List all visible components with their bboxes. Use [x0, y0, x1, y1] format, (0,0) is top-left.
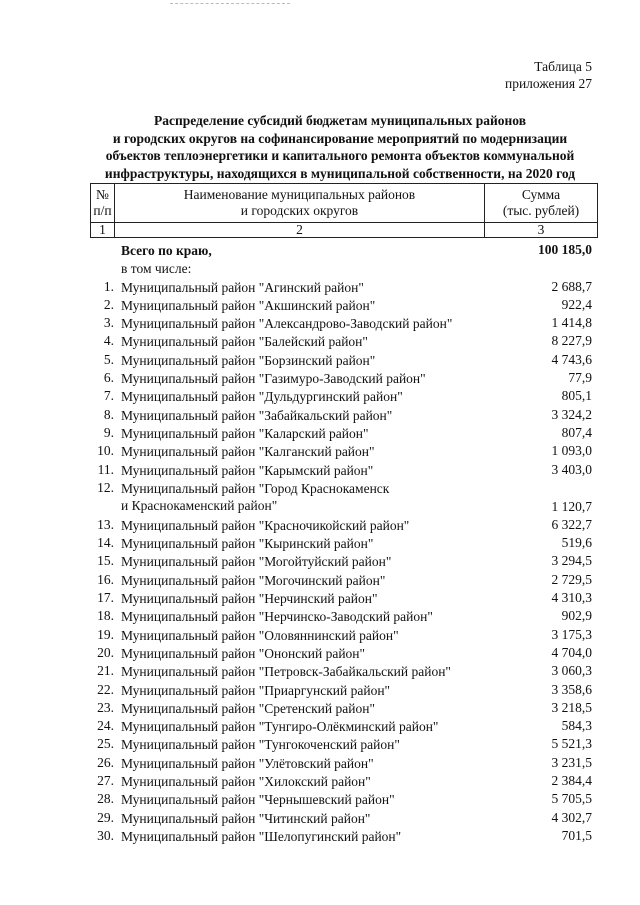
- district-name: Муниципальный район "Красночикойский район": [121, 517, 410, 533]
- district-name: Муниципальный район "Могойтуйский район": [121, 554, 392, 570]
- header-number-label: №: [96, 187, 109, 202]
- table-row: [0, 626, 640, 644]
- document-title: [80, 112, 600, 182]
- table-row: [0, 589, 640, 607]
- subsidy-amount: 3 175,3: [551, 626, 592, 642]
- title-line-2: и городских округов на софинансирование мероприятий по модернизации: [112, 130, 568, 146]
- subsidy-amount: 519,6: [561, 535, 592, 551]
- header-name-sublabel: и городских округов: [240, 203, 359, 218]
- table-row: [0, 699, 640, 717]
- row-number: 13.: [97, 516, 114, 532]
- table-row: [0, 406, 640, 424]
- total-label: Всего по краю,: [121, 243, 212, 258]
- district-name: Муниципальный район "Приаргунский район": [121, 682, 391, 698]
- row-number: 28.: [97, 791, 114, 807]
- subsidy-amount: 3 060,3: [551, 663, 592, 679]
- district-name: Муниципальный район "Газимуро-Заводский район": [121, 371, 426, 387]
- row-number: 6.: [103, 370, 114, 386]
- header-sum-label: Сумма: [521, 187, 561, 202]
- title-line-1: Распределение субсидий бюджетам муниципальных районов: [153, 113, 527, 128]
- district-name: Муниципальный район "Тунгиро-Олёкминский район": [121, 719, 439, 735]
- column-index-2: 2: [115, 223, 485, 238]
- table-row: [0, 369, 640, 387]
- table-row: [0, 790, 640, 808]
- table-row: [0, 516, 640, 534]
- district-name: Муниципальный район "Сретенский район": [121, 700, 375, 716]
- subsidy-amount: 4 704,0: [551, 644, 592, 660]
- table-row: [0, 644, 640, 662]
- district-name: Муниципальный район "Улётовский район": [121, 755, 374, 771]
- district-name: Муниципальный район "Карымский район": [121, 462, 374, 478]
- header-sum-sublabel: (тыс. рублей): [502, 203, 580, 218]
- district-name: Муниципальный район "Читинский район": [121, 810, 371, 826]
- district-name: Муниципальный район "Александрово-Заводский район": [121, 316, 453, 332]
- header-name-column: [115, 184, 485, 223]
- table-row: [0, 735, 640, 753]
- row-number: 21.: [97, 663, 114, 679]
- subsidy-amount: 3 324,2: [551, 406, 592, 422]
- row-number: 10.: [97, 443, 114, 459]
- district-name: Муниципальный район "Петровск-Забайкальский район": [121, 664, 451, 680]
- table-row: [0, 552, 640, 570]
- subsidy-amount: 4 310,3: [551, 590, 592, 606]
- subsidy-amount: 701,5: [561, 827, 592, 843]
- scan-artifact-line: [170, 3, 290, 5]
- row-number: 17.: [97, 590, 114, 606]
- subsidy-amount: 3 403,0: [551, 461, 592, 477]
- row-number: 9.: [103, 424, 114, 440]
- table-row: [0, 534, 640, 552]
- total-value: 100 185,0: [538, 242, 592, 257]
- header-number-column: [91, 184, 115, 223]
- table-row: [0, 461, 640, 479]
- subsidy-amount: 2 384,4: [551, 773, 592, 789]
- district-name: Муниципальный район "Шелопугинский район": [121, 828, 402, 844]
- subsidy-amount: 8 227,9: [551, 333, 592, 349]
- row-number: 27.: [97, 773, 114, 789]
- subsidy-amount: 2 729,5: [551, 571, 592, 587]
- row-number: 16.: [97, 571, 114, 587]
- table-header: [90, 183, 598, 238]
- district-name: Муниципальный район "Могочинский район": [121, 572, 386, 588]
- table-row: [0, 387, 640, 405]
- subsidy-amount: 584,3: [561, 718, 592, 734]
- subsidy-amount: 6 322,7: [551, 516, 592, 532]
- column-index-3: 3: [485, 223, 598, 238]
- district-name: Муниципальный район "Нерчинско-Заводский район": [121, 609, 433, 625]
- subsidy-amount: 807,4: [561, 424, 592, 440]
- subsidy-amount: 805,1: [561, 388, 592, 404]
- table-row: [0, 314, 640, 332]
- table-reference: [505, 58, 592, 92]
- row-number: 11.: [97, 461, 114, 477]
- district-name: Муниципальный район "Оловяннинский район": [121, 627, 399, 643]
- district-name: Муниципальный район "Забайкальский район": [121, 407, 393, 423]
- row-number: 3.: [103, 315, 114, 331]
- table-row: [0, 772, 640, 790]
- subsidy-amount: 4 743,6: [551, 351, 592, 367]
- row-number: 25.: [97, 736, 114, 752]
- district-name: Муниципальный район "Агинский район": [121, 279, 364, 295]
- table-row: [0, 717, 640, 735]
- header-name-label: Наименование муниципальных районов: [183, 187, 416, 202]
- subsidy-amount: 3 294,5: [551, 553, 592, 569]
- row-number: 4.: [103, 333, 114, 349]
- table-row: [0, 754, 640, 772]
- district-name: Муниципальный район "Ононский район": [121, 645, 366, 661]
- district-name: Муниципальный район "Акшинский район": [121, 297, 376, 313]
- header-number-sublabel: п/п: [93, 203, 112, 218]
- district-name: Муниципальный район "Калганский район": [121, 444, 375, 460]
- subsidy-amount: 5 521,3: [551, 736, 592, 752]
- table-row: [0, 351, 640, 369]
- row-number: 24.: [97, 718, 114, 734]
- district-name: Муниципальный район "Дульдургинский район": [121, 389, 403, 405]
- subsidy-amount: 3 218,5: [551, 699, 592, 715]
- table-row: [0, 571, 640, 589]
- table-row: [0, 296, 640, 314]
- row-number: 23.: [97, 699, 114, 715]
- row-number: 1.: [103, 278, 114, 294]
- subsidy-amount: 1 093,0: [551, 443, 592, 459]
- table-row: [0, 479, 640, 516]
- subsidy-amount: 77,9: [568, 370, 592, 386]
- row-number: 8.: [103, 406, 114, 422]
- row-number: 15.: [97, 553, 114, 569]
- including-label: в том числе:: [121, 261, 192, 277]
- district-name: Муниципальный район "Чернышевский район": [121, 792, 395, 808]
- appendix-number: приложения 27: [504, 76, 592, 91]
- subsidy-amount: 3 358,6: [551, 681, 592, 697]
- table-row: [0, 662, 640, 680]
- subsidy-amount: 2 688,7: [551, 278, 592, 294]
- title-line-4: инфраструктуры, находящихся в муниципальной собственности, на 2020 год: [104, 165, 576, 181]
- district-name: Муниципальный район "Балейский район": [121, 334, 368, 350]
- row-number: 2.: [103, 296, 114, 312]
- district-name: Муниципальный район "Город Краснокаменск и Краснокаменский район": [121, 480, 390, 514]
- row-number: 20.: [97, 644, 114, 660]
- row-number: 22.: [97, 681, 114, 697]
- title-line-3: объектов теплоэнергетики и капитального ремонта объектов коммунальной: [105, 148, 575, 163]
- district-name: Муниципальный район "Каларский район": [121, 425, 369, 441]
- subsidy-amount: 1 120,7: [551, 498, 592, 514]
- table-row: [0, 681, 640, 699]
- district-name: Муниципальный район "Тунгокоченский район": [121, 737, 400, 753]
- subsidy-amount: 922,4: [561, 296, 592, 312]
- district-name: Муниципальный район "Кыринский район": [121, 536, 374, 552]
- subsidy-list: [0, 241, 640, 845]
- subsidy-amount: 902,9: [561, 608, 592, 624]
- subsidy-amount: 1 414,8: [551, 315, 592, 331]
- total-row: [0, 241, 640, 259]
- table-row: [0, 332, 640, 350]
- table-row: [0, 278, 640, 296]
- row-number: 12.: [97, 479, 114, 495]
- subsidy-amount: 4 302,7: [551, 809, 592, 825]
- district-name: Муниципальный район "Нерчинский район": [121, 591, 378, 607]
- header-sum-column: [485, 184, 598, 223]
- row-number: 7.: [103, 388, 114, 404]
- district-name: Муниципальный район "Хилокский район": [121, 774, 371, 790]
- row-number: 30.: [97, 827, 114, 843]
- table-row: [0, 827, 640, 845]
- row-number: 19.: [97, 626, 114, 642]
- subsidy-amount: 5 705,5: [551, 791, 592, 807]
- row-number: 14.: [97, 535, 114, 551]
- table-row: [0, 809, 640, 827]
- column-index-1: 1: [91, 223, 115, 238]
- row-number: 29.: [97, 809, 114, 825]
- row-number: 18.: [97, 608, 114, 624]
- district-name: Муниципальный район "Борзинский район": [121, 352, 376, 368]
- subtotal-caption-row: [0, 259, 640, 277]
- table-row: [0, 607, 640, 625]
- table-number: Таблица 5: [534, 59, 592, 74]
- subsidy-amount: 3 231,5: [551, 754, 592, 770]
- table-row: [0, 442, 640, 460]
- row-number: 5.: [103, 351, 114, 367]
- row-number: 26.: [97, 754, 114, 770]
- table-row: [0, 424, 640, 442]
